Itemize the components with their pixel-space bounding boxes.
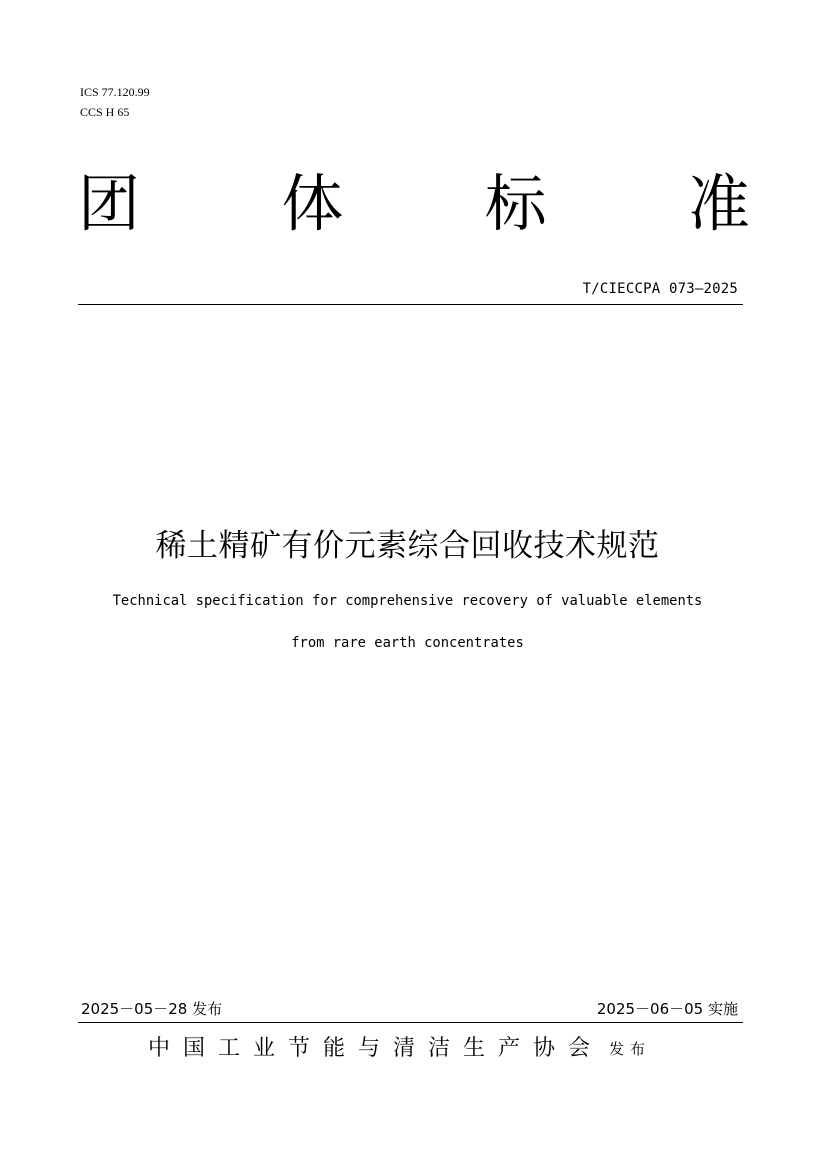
document-title-english-line2: from rare earth concentrates (291, 635, 524, 651)
standard-type-char: 准 (687, 167, 750, 240)
header-divider (78, 304, 743, 305)
standard-type-char: 体 (281, 167, 344, 240)
ccs-code: CCS H 65 (80, 105, 130, 119)
standard-number: T/CIECCPA 073—2025 (582, 281, 738, 297)
standard-type-heading (78, 166, 750, 242)
implement-date: 2025－06－05 实施 (596, 1000, 738, 1018)
issuer-name: 中国工业节能与清洁生产协会 (148, 1036, 604, 1061)
ics-code: ICS 77.120.99 (80, 85, 150, 99)
standard-type-char: 标 (484, 167, 547, 240)
document-title-english-line1: Technical specification for comprehensive recovery of valuable elements (112, 593, 703, 609)
publish-date: 2025－05－28 发布 (81, 1000, 223, 1018)
issuer-line (148, 1032, 708, 1066)
footer-divider (78, 1022, 743, 1023)
document-title-chinese: 稀土精矿有价元素综合回收技术规范 (155, 528, 660, 564)
issuer-suffix: 发布 (609, 1040, 652, 1058)
standard-type-char: 团 (78, 167, 141, 240)
